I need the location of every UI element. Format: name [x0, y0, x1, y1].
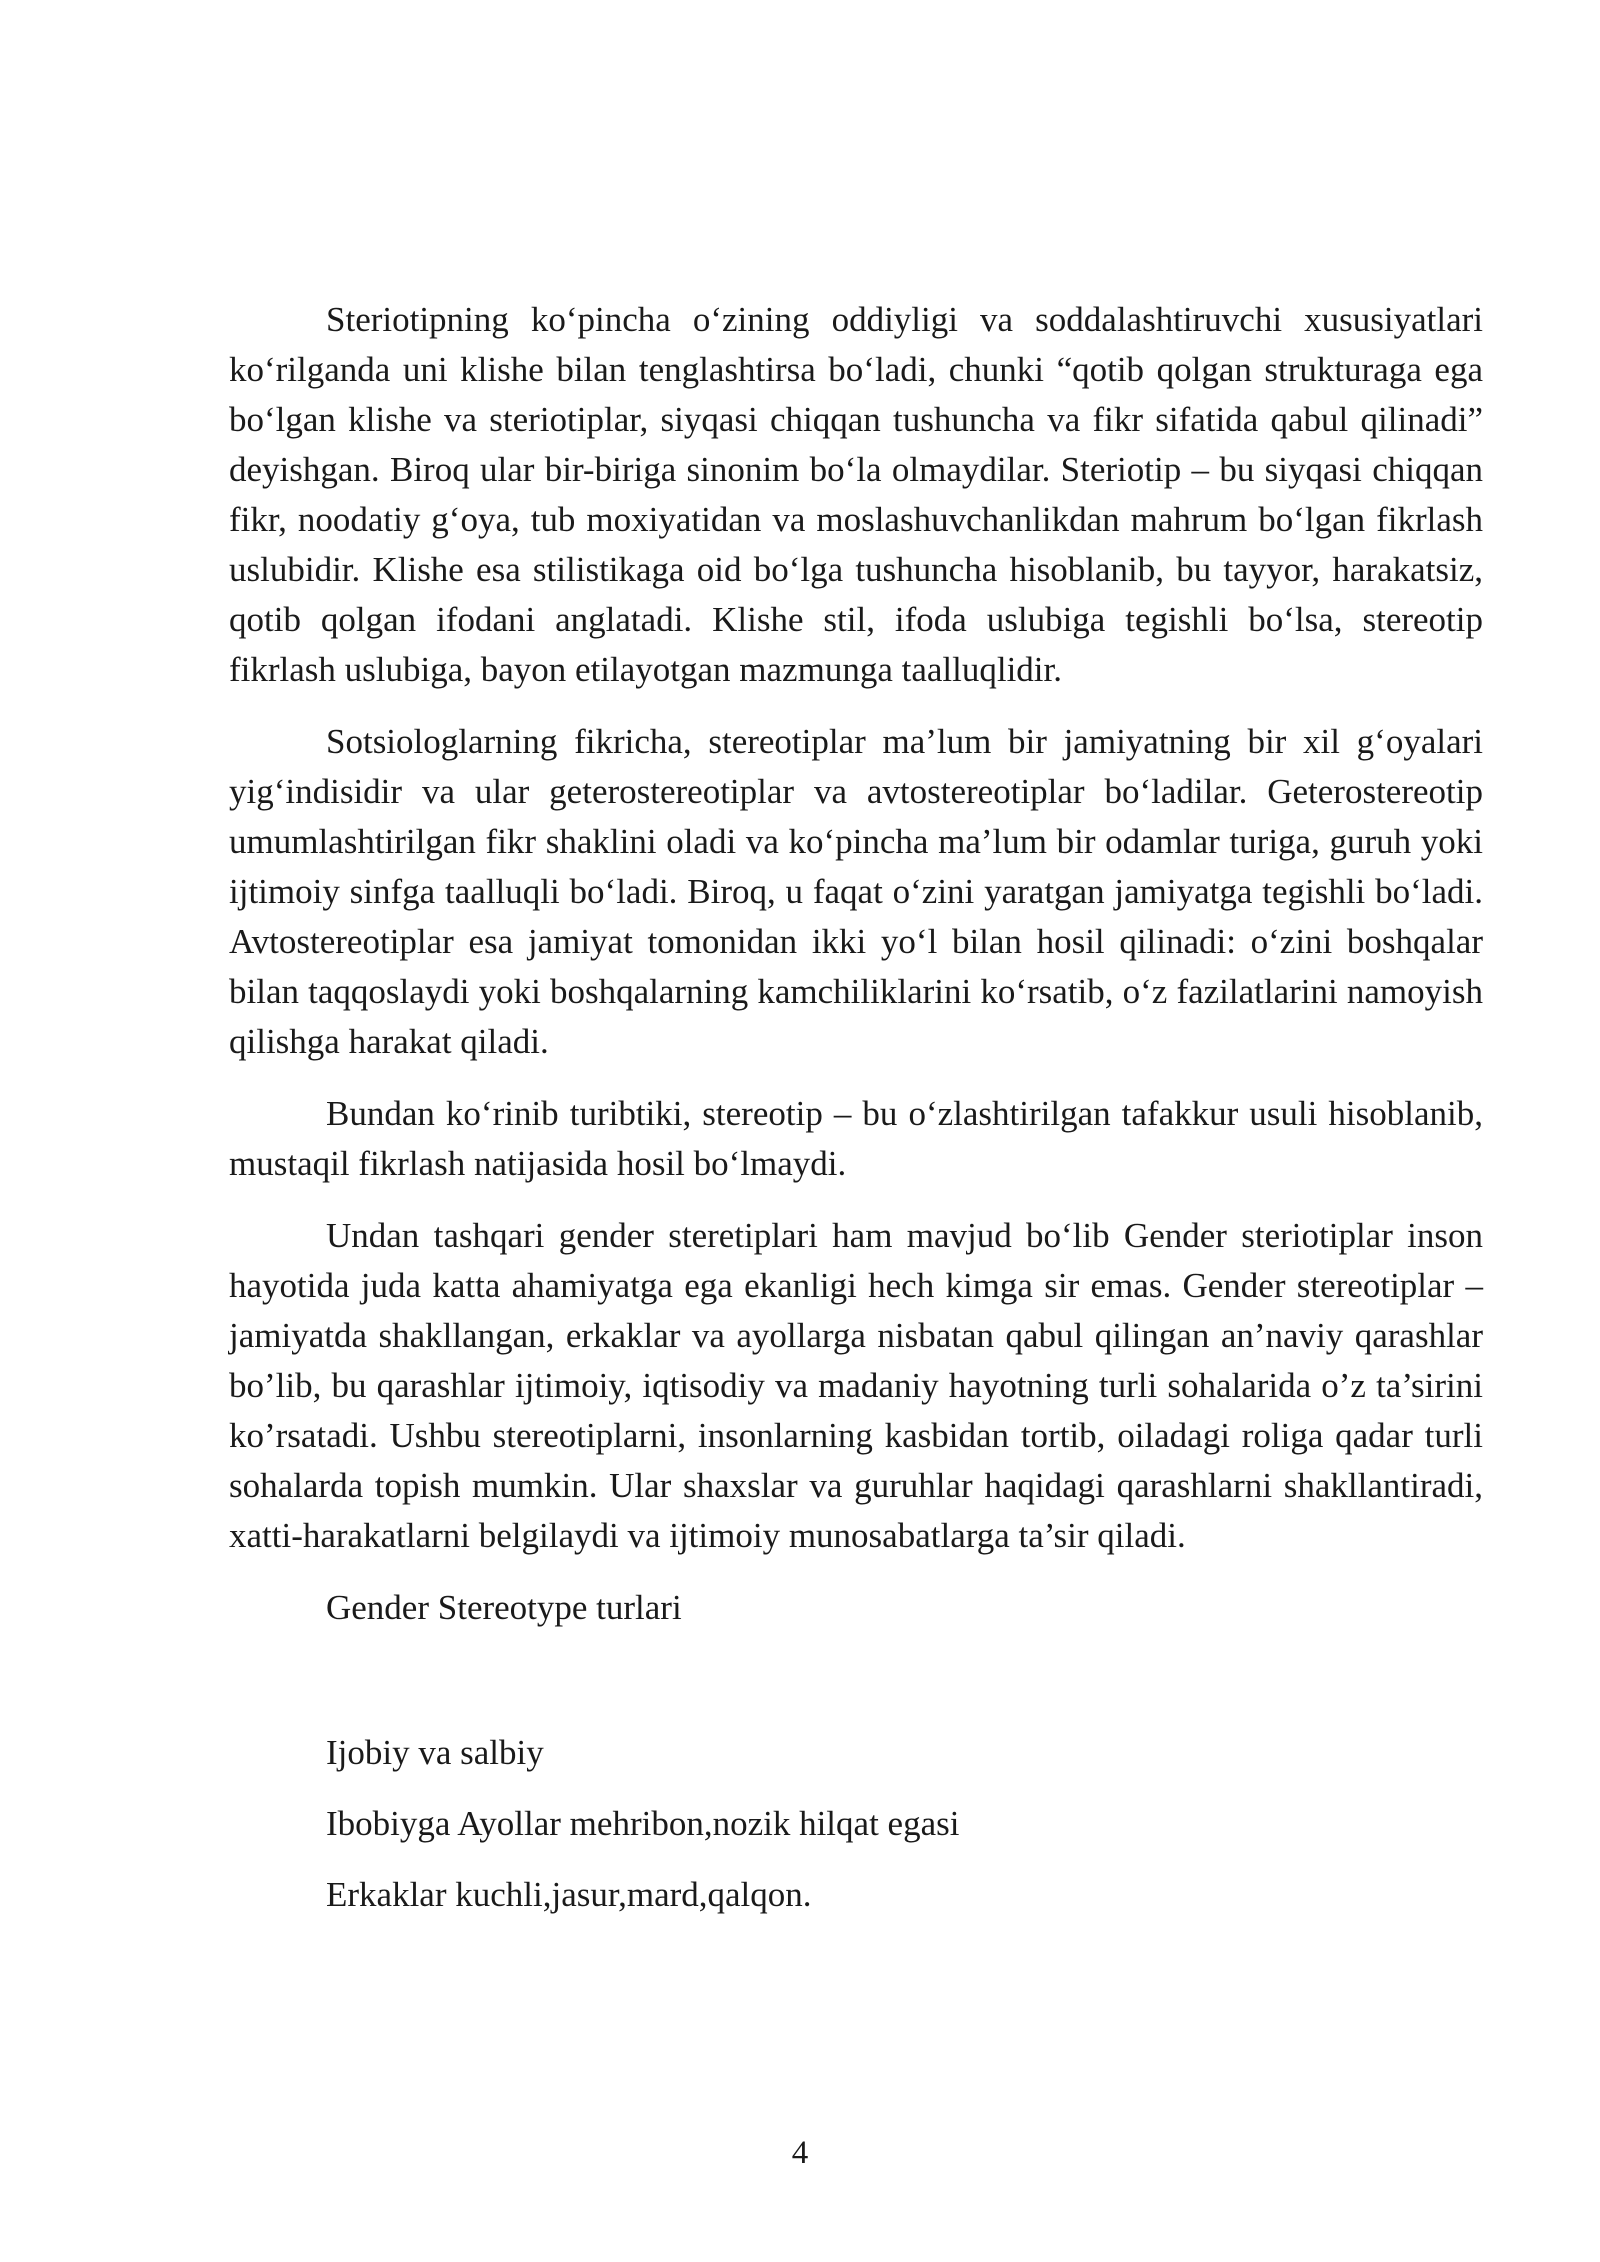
spacer — [229, 1633, 1483, 1728]
page-number: 4 — [791, 2135, 809, 2171]
list-item-1: Ijobiy va salbiy — [326, 1733, 544, 1772]
paragraph-4: Undan tashqari gender steretiplari ham mavjud bo‘lib Gender steriotiplar inson hayotida juda katta ahamiyatga ega ekanligi hech kimga sir emas. Gender stereotiplar – jamiyatda shakllangan, erkaklar va ayollarga nisbatan qabul qilingan an’naviy qarashlar bo’lib, bu qarashlar ijtimoiy, iqtisodiy va madaniy hayotning turli sohalarida o’z ta’sirini ko’rsatadi. Ushbu stereotiplarni, insonlarning kasbidan tortib, oiladagi roliga qadar turli sohalarda topish mumkin. Ular shaxslar va guruhlar haqidagi qarashlarni shakllantiradi, xatti-harakatlarni belgilaydi va ijtimoiy munosabatlarga ta’sir qiladi. — [229, 1216, 1483, 1555]
spacer — [229, 1778, 1483, 1799]
list-item-3: Erkaklar kuchli,jasur,mard,qalqon. — [326, 1875, 812, 1914]
list-item-2: Ibobiyga Ayollar mehribon,nozik hilqat egasi — [326, 1804, 960, 1843]
paragraph-3: Bundan ko‘rinib turibtiki, stereotip – bu o‘zlashtirilgan tafakkur usuli hisoblanib, mustaqil fikrlash natijasida hosil bo‘lmaydi. — [229, 1094, 1483, 1183]
paragraph-2: Sotsiologlarning fikricha, stereotiplar ma’lum bir jamiyatning bir xil g‘oyalari yig‘indisidir va ular geterostereotiplar va avtostereotiplar bo‘ladilar. Geterostereotip umumlashtirilgan fikr shaklini oladi va ko‘pincha ma’lum bir odamlar turiga, guruh yoki ijtimoiy sinfga taalluqli bo‘ladi. Biroq, u faqat o‘zini yaratgan jamiyatga tegishli bo‘ladi. Avtostereotiplar esa jamiyat tomonidan ikki yo‘l bilan hosil qilinadi: o‘zini boshqalar bilan taqqoslaydi yoki boshqalarning kamchiliklarini ko‘rsatib, o‘z fazilatlarini namoyish qilishga harakat qiladi. — [229, 722, 1483, 1061]
paragraph-1: Steriotipning ko‘pincha o‘zining oddiyligi va soddalashtiruvchi xususiyatlari ko‘rilganda uni klishe bilan tenglashtirsa bo‘ladi, chunki “qotib qolgan strukturaga ega bo‘lgan klishe va steriotiplar, siyqasi chiqqan tushuncha va fikr sifatida qabul qilinadi” deyishgan. Biroq ular bir-biriga sinonim bo‘la olmaydilar. Steriotip – bu siyqasi chiqqan fikr, noodatiy g‘oya, tub moxiyatidan va moslashuvchanlikdan mahrum bo‘lgan fikrlash uslubidir. Klishe esa stilistikaga oid bo‘lga tushuncha hisoblanib, bu tayyor, harakatsiz, qotib qolgan ifodani anglatadi. Klishe stil, ifoda uslubiga tegishli bo‘lsa, stereotip fikrlash uslubiga, bayon etilayotgan mazmunga taalluqlidir. — [229, 300, 1483, 689]
spacer — [229, 1849, 1483, 1870]
page-body — [229, 295, 1483, 1920]
section-heading: Gender Stereotype turlari — [326, 1588, 682, 1627]
